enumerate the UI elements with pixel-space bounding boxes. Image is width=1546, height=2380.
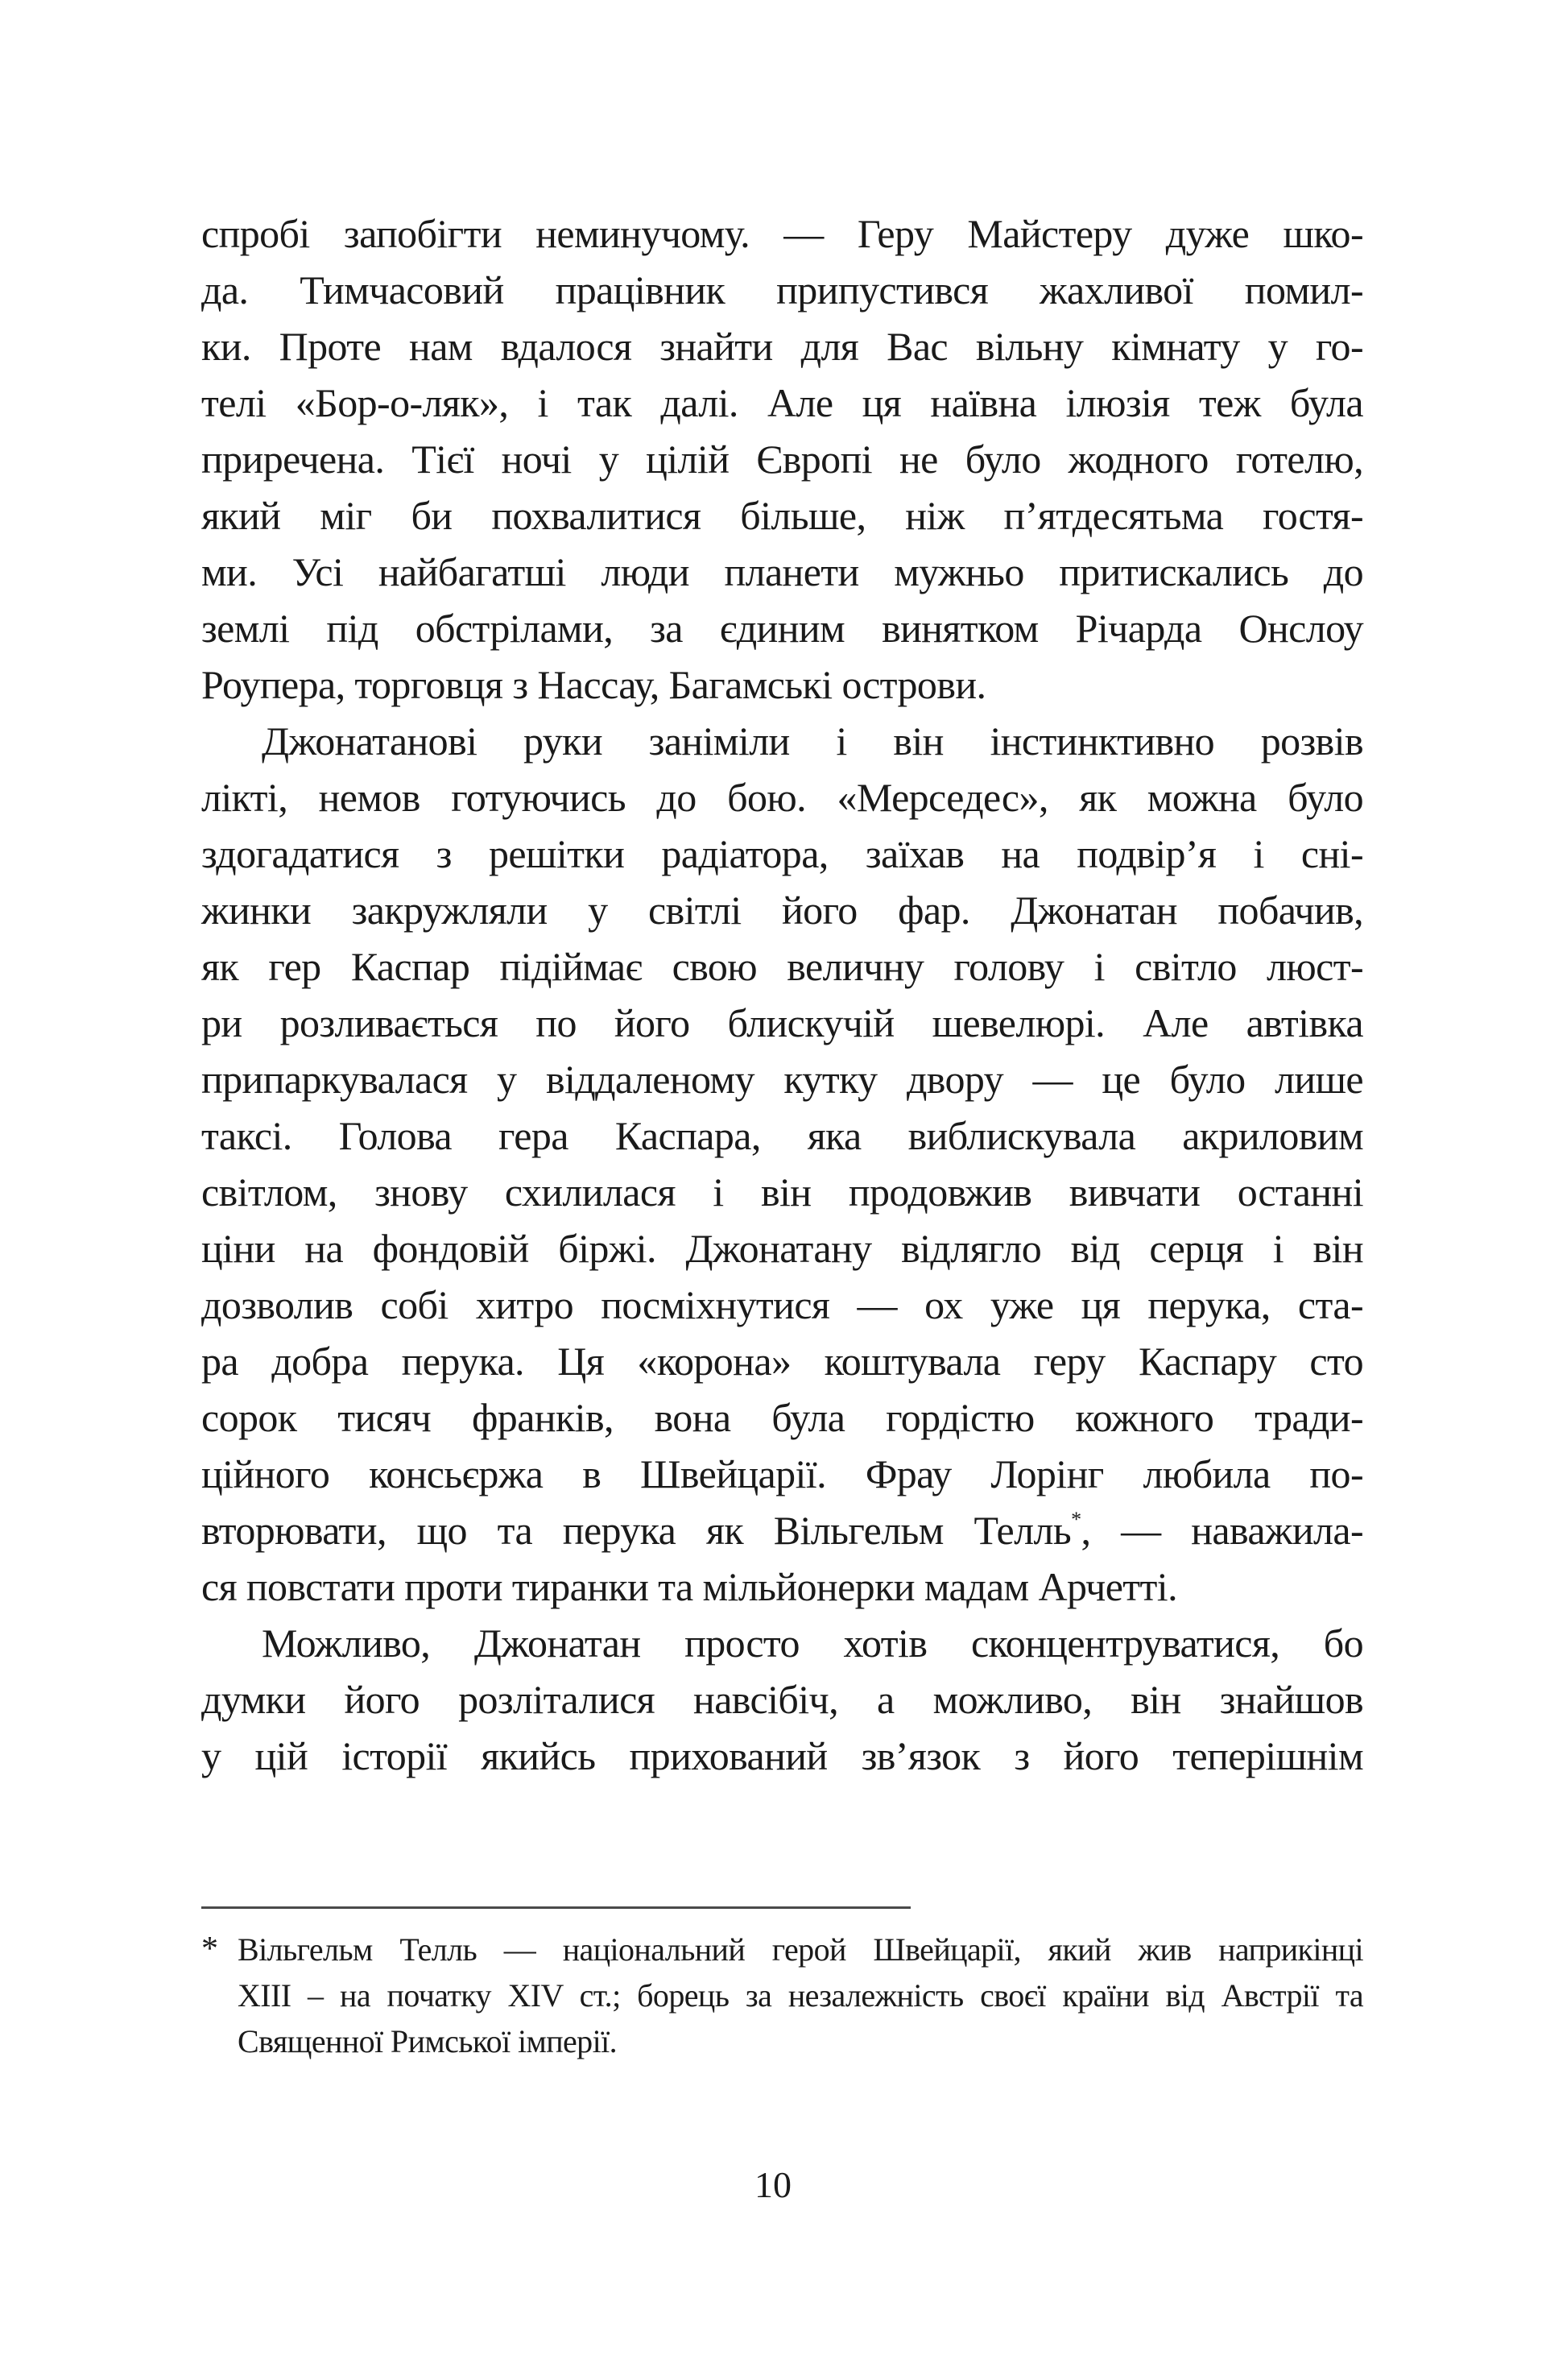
text-line: землі під обстрілами, за єдиним винятком Річарда Онслоу bbox=[201, 606, 1363, 651]
text-line: Можливо, Джонатан просто хотів сконцентруватися, бо bbox=[262, 1620, 1363, 1666]
text-line: припаркувалася у віддаленому кутку двору — це було лише bbox=[201, 1057, 1363, 1102]
text-line: світлом, знову схилилася і він продовжив вивчати останні bbox=[201, 1169, 1363, 1215]
text-line: ми. Усі найбагатші люди планети мужньо притискались до bbox=[201, 549, 1363, 594]
text-line: який міг би похвалитися більше, ніж п’ятдесятьма гостя- bbox=[201, 493, 1363, 538]
footnote-line: XIII – на початку XIV ст.; борець за незалежність своєї країни від Австрії та bbox=[238, 1977, 1363, 2014]
footnote-line: Священної Римської імперії. bbox=[238, 2023, 618, 2059]
text-segment: , — наважила- bbox=[1081, 1508, 1364, 1553]
text-line: да. Тимчасовий працівник припустився жахливої помил- bbox=[201, 267, 1363, 313]
text-line: у цій історії якийсь прихований зв’язок з його теперішнім bbox=[201, 1733, 1363, 1778]
page-number: 10 bbox=[754, 2164, 792, 2205]
text-line: лікті, немов готуючись до бою. «Мерседес», як можна було bbox=[201, 775, 1363, 820]
footnote-reference[interactable]: * bbox=[1071, 1508, 1081, 1531]
text-line: як гер Каспар підіймає свою величну голову і світло люст- bbox=[201, 944, 1363, 989]
text-line: Джонатанові руки заніміли і він інстинктивно розвів bbox=[262, 718, 1363, 764]
text-line: здогадатися з решітки радіатора, заїхав на подвір’я і сні- bbox=[201, 831, 1363, 876]
text-line: ційного консьєржа в Швейцарії. Фрау Лорінг любила по- bbox=[201, 1451, 1363, 1496]
text-line: ки. Проте нам вдалося знайти для Вас вільну кімнату у го- bbox=[201, 324, 1363, 369]
text-line: ра добра перука. Ця «корона» коштувала геру Каспару сто bbox=[201, 1339, 1363, 1384]
text-line: дозволив собі хитро посміхнутися — ох уже ця перука, ста- bbox=[201, 1282, 1363, 1327]
text-line: жинки закружляли у світлі його фар. Джонатан побачив, bbox=[201, 888, 1363, 933]
footnote-marker: * bbox=[201, 1931, 218, 1968]
footnote-line: Вільгельм Телль — національний герой Швейцарії, який жив наприкінці bbox=[238, 1931, 1363, 1968]
text-line: спробі запобігти неминучому. — Геру Майстеру дуже шко- bbox=[201, 211, 1363, 256]
text-line: ціни на фондовій біржі. Джонатану відлягло від серця і він bbox=[201, 1226, 1363, 1271]
text-line: таксі. Голова гера Каспара, яка виблискувала акриловим bbox=[201, 1113, 1363, 1158]
text-line: ся повстати проти тиранки та мільйонерки мадам Арчетті. bbox=[201, 1564, 1177, 1609]
text-line: Роупера, торговця з Нассау, Багамські острови. bbox=[201, 662, 986, 707]
text-line: приречена. Тієї ночі у цілій Європі не було жодного готелю, bbox=[201, 437, 1363, 482]
footnote-separator bbox=[201, 1906, 911, 1909]
text-line: думки його розліталися навсібіч, а можливо, він знайшов bbox=[201, 1677, 1363, 1722]
text-line: телі «Бор-о-ляк», і так далі. Але ця наївна ілюзія теж була bbox=[201, 380, 1363, 425]
text-line: сорок тисяч франків, вона була гордістю кожного тради- bbox=[201, 1395, 1363, 1440]
text-line bbox=[201, 1502, 1363, 1558]
text-line: ри розливається по його блискучій шевелюрі. Але автівка bbox=[201, 1000, 1363, 1045]
text-segment: вторювати, що та перука як Вільгельм Телль bbox=[201, 1508, 1072, 1553]
